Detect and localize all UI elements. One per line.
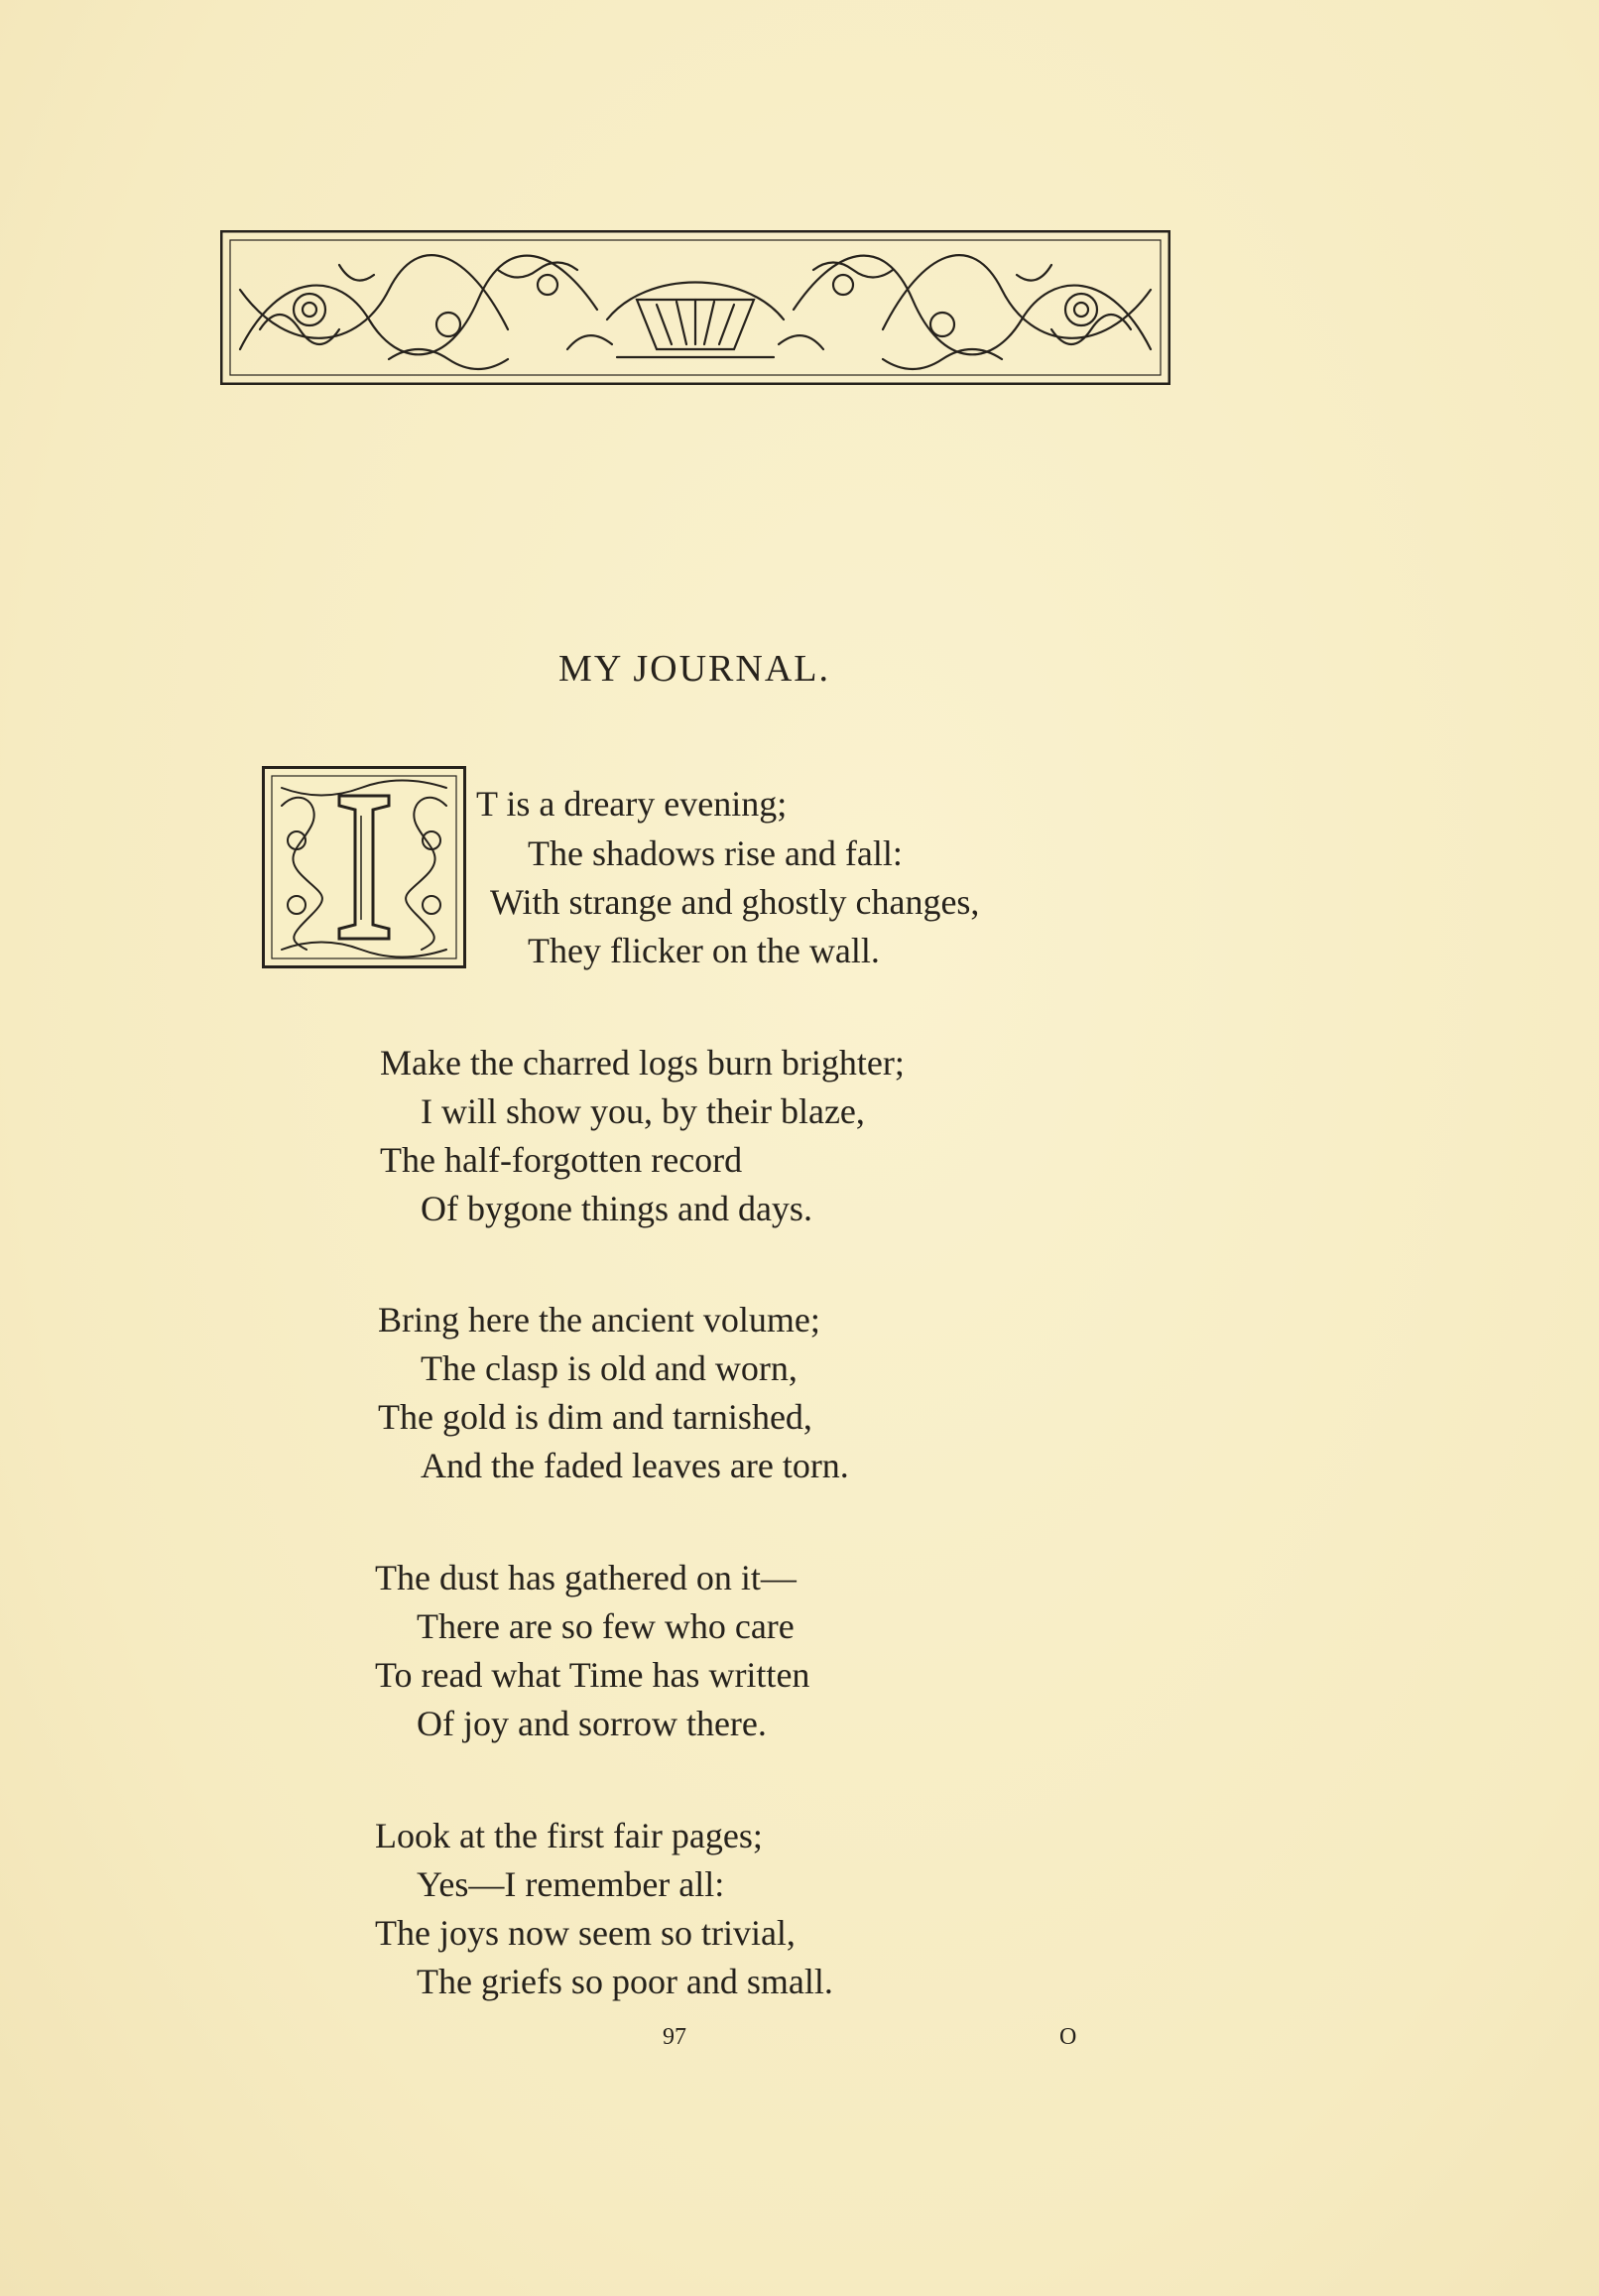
- poem-line: To read what Time has written: [375, 1655, 810, 1695]
- signature-mark: O: [1059, 2024, 1077, 2050]
- poem-line: They flicker on the wall.: [528, 931, 880, 970]
- ornamental-headpiece: [220, 230, 1170, 385]
- poem-line: Look at the first fair pages;: [375, 1816, 763, 1855]
- poem-line: The half-forgotten record: [380, 1140, 743, 1180]
- poem-line: Of joy and sorrow there.: [417, 1704, 767, 1743]
- poem-line: Of bygone things and days.: [421, 1189, 812, 1228]
- poem-line: Make the charred logs burn brighter;: [380, 1043, 905, 1083]
- page-number: 97: [663, 2024, 686, 2050]
- poem-line: The shadows rise and fall:: [528, 833, 903, 873]
- poem-title: MY JOURNAL.: [558, 648, 830, 690]
- poem-line: Yes—I remember all:: [417, 1864, 725, 1904]
- poem-line: I will show you, by their blaze,: [421, 1091, 865, 1131]
- poem-line: Bring here the ancient volume;: [378, 1300, 820, 1339]
- poem-line: The dust has gathered on it—: [375, 1558, 797, 1597]
- poem-line: And the faded leaves are torn.: [421, 1446, 849, 1485]
- poem-line: With strange and ghostly changes,: [490, 882, 980, 922]
- poem-line: T is a dreary evening;: [476, 784, 788, 824]
- poem-line: The gold is dim and tarnished,: [378, 1397, 812, 1437]
- poem-line: There are so few who care: [417, 1606, 795, 1646]
- poem-line: The griefs so poor and small.: [417, 1962, 833, 2001]
- poem-line: The clasp is old and worn,: [421, 1348, 798, 1388]
- poem-line: The joys now seem so trivial,: [375, 1913, 796, 1953]
- decorated-initial-i: [262, 766, 466, 968]
